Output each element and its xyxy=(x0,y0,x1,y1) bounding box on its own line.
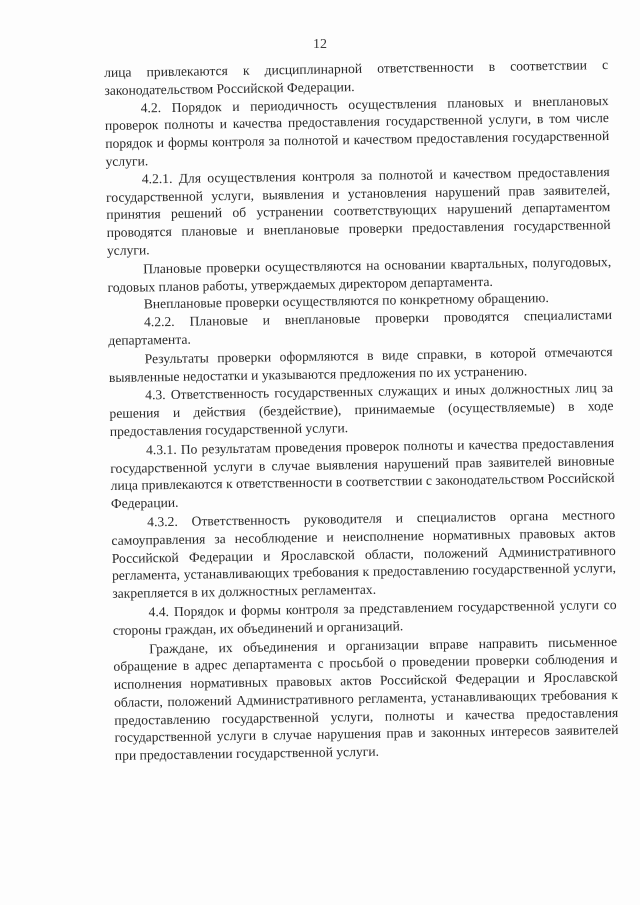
paragraph-4-2-1: 4.2.1. Для осуществления контроля за полнотой и качеством предоставления государственной услуги, выявления и установления нарушений прав заявителей, принятия решений об устранении соответствующих нарушений департаментом проводятся плановые и внеплановые проверки предоставления государственной услуги. xyxy=(105,163,611,258)
paragraph-4-4: 4.4. Порядок и формы контроля за представлением государственной услуги со стороны граждан, их объединений и организаций. xyxy=(112,596,617,638)
paragraph-4-3-2: 4.3.2. Ответственность руководителя и специалистов органа местного самоуправления за несоблюдение и неисполнение нормативных правовых актов Российской Федерации и Ярославской области, положений Административного регламента, устанавливающих требования к предоставлению государственной услуги, закрепляется в их должностных регламентах. xyxy=(111,506,617,602)
paragraph-citizens: Граждане, их объединения и организации вправе направить письменное обращение в адрес департамента с просьбой о проведении проверки соблюдения и исполнения нормативных правовых актов Российской Федерации и Ярославской области, положений Административного регламента, устанавливающих требования к предоставлению государственной услуги, полноты и качества предоставления государственной услуги в случае нарушения прав и законных интересов заявителей при предоставлении государственной услуги. xyxy=(113,633,619,764)
paragraph-4-3-1: 4.3.1. По результатам проведения проверок полноты и качества предоставления государственной услуги в случае выявления нарушений прав заявителей виновные лица привлекаются к ответственности в соответствии с законодательством Российской Федерации. xyxy=(110,434,615,512)
paragraph-planned-checks: Плановые проверки осуществляются на основании квартальных, полугодовых, годовых планов работы, утверждаемых директором департамента. xyxy=(107,253,612,295)
paragraph-4-2-2: 4.2.2. Плановые и внеплановые проверки проводятся специалистами департамента. xyxy=(108,307,613,348)
paragraph-4-2: 4.2. Порядок и периодичность осуществления плановых и внеплановых проверок полноты и качества предоставления государственной услуги, в том числе порядок и формы контроля за полнотой и качеством предоставления государственной услуги. xyxy=(104,92,610,169)
page-number: 12 xyxy=(313,37,327,52)
paragraph-unplanned-checks: Внеплановые проверки осуществляются по конкретному обращению. xyxy=(143,290,549,312)
document-body xyxy=(104,56,619,765)
paragraph-continuation: лица привлекаются к дисциплинарной ответственности в соответствии с законодательством Российской Федерации. xyxy=(104,57,609,98)
paragraph-4-3: 4.3. Ответственность государственных служащих и иных должностных лиц за решения и действия (бездействие), принимаемые (осуществляемые) в ходе предоставления государственной услуги. xyxy=(109,380,614,439)
paragraph-check-results: Результаты проверки оформляются в виде справки, в которой отмечаются выявленные недостатки и указываются предложения по их устранению. xyxy=(108,343,613,385)
